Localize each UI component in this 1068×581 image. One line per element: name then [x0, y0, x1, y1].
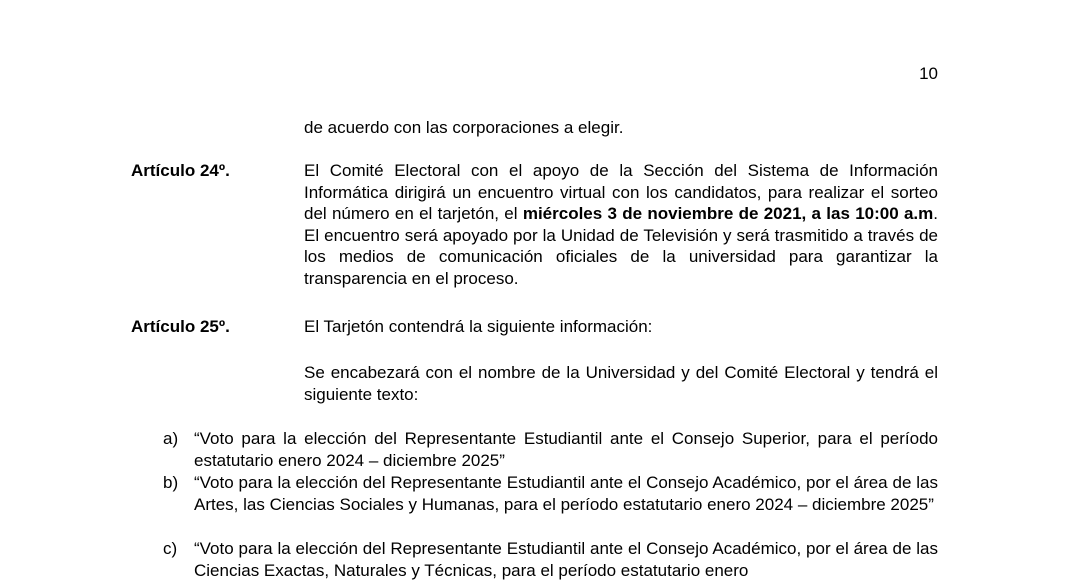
- article-24-date-bold: miércoles 3 de noviembre de 2021, a las 10:00 a.m: [522, 204, 934, 224]
- list-item-text: “Voto para la elección del Representante Estudiantil ante el Consejo Académico, por el área de las Ciencias Exactas, Naturales y Técnicas, para el período estatutario enero: [194, 539, 938, 580]
- list-item-text: “Voto para la elección del Representante Estudiantil ante el Consejo Superior, para el período estatutario enero 2024 – diciembre 2025”: [194, 429, 938, 470]
- article-25-body: El Tarjetón contendrá la siguiente información:: [304, 317, 653, 336]
- article-25-heading: Artículo 25º.: [131, 317, 230, 336]
- continuation-paragraph: de acuerdo con las corporaciones a elegir.: [304, 118, 624, 137]
- page-number: 10: [919, 64, 938, 83]
- article-24-text-end: . El encuentro será apoyado por la Unidad de Televisión y será trasmitido a través de los medios de comunicación oficiales de la universidad para garantizar la transparencia en el proceso.: [304, 204, 938, 288]
- article-25-paragraph: Se encabezará con el nombre de la Universidad y del Comité Electoral y tendrá el siguiente texto:: [304, 363, 938, 404]
- list-marker: a): [163, 429, 179, 448]
- article-24-body: [304, 160, 938, 290]
- article-24-heading: Artículo 24º.: [131, 161, 230, 180]
- list-item-text: “Voto para la elección del Representante Estudiantil ante el Consejo Académico, por el área de las Artes, las Ciencias Sociales y Humanas, para el período estatutario enero 2024 – diciembre 2025”: [194, 473, 938, 514]
- article-24-text-start: El Comité Electoral con el apoyo de la Sección del Sistema de Información Informática dirigirá un encuentro virtual con los candidatos, para realizar el sorteo del número en el tarjetón, el: [304, 161, 938, 224]
- list-marker: c): [163, 539, 178, 558]
- list-marker: b): [163, 473, 179, 492]
